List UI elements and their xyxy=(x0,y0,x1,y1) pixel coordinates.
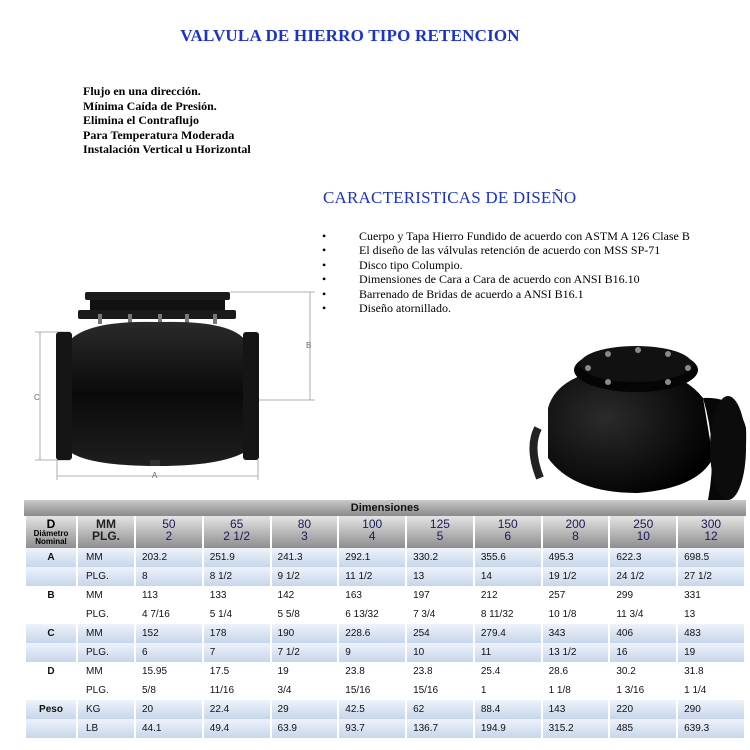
features-list xyxy=(83,84,251,157)
header-cell xyxy=(610,516,676,548)
table-cell: 639.3 xyxy=(678,719,744,738)
row-unit: MM xyxy=(78,624,134,643)
table-cell: 23.8 xyxy=(339,662,405,681)
table-cell: 1 1/4 xyxy=(678,681,744,700)
row-label: B xyxy=(26,586,76,605)
table-cell: 9 1/2 xyxy=(272,567,338,586)
table-row xyxy=(26,548,744,567)
header-cell xyxy=(475,516,541,548)
table-cell: 495.3 xyxy=(543,548,609,567)
design-bullet: • Disco tipo Columpio. xyxy=(322,258,690,272)
row-label: D xyxy=(26,662,76,681)
size-mm: 100 xyxy=(362,517,383,531)
row-label: A xyxy=(26,548,76,567)
table-cell: 355.6 xyxy=(475,548,541,567)
row-unit: PLG. xyxy=(78,643,134,662)
size-plg: 2 1/2 xyxy=(223,529,250,543)
row-label xyxy=(26,567,76,586)
size-plg: 4 xyxy=(368,529,376,543)
table-cell: 1 3/16 xyxy=(610,681,676,700)
row-unit: PLG. xyxy=(78,567,134,586)
feature-item: Para Temperatura Moderada xyxy=(83,127,235,142)
dimensions-title: Dimensiones xyxy=(24,500,746,516)
table-cell: 5 5/8 xyxy=(272,605,338,624)
table-row xyxy=(26,624,744,643)
size-mm: 65 xyxy=(229,517,244,531)
table-cell: 93.7 xyxy=(339,719,405,738)
row-unit: MM xyxy=(78,586,134,605)
table-cell: 483 xyxy=(678,624,744,643)
table-cell: 8 1/2 xyxy=(204,567,270,586)
row-label xyxy=(26,605,76,624)
table-cell: 1 xyxy=(475,681,541,700)
table-cell: 1 1/8 xyxy=(543,681,609,700)
feature-item: Elimina el Contraflujo xyxy=(83,113,199,127)
table-row xyxy=(26,567,744,586)
header-cell xyxy=(272,516,338,548)
header-cell xyxy=(339,516,405,548)
table-cell: 30.2 xyxy=(610,662,676,681)
table-cell: 31.8 xyxy=(678,662,744,681)
table-cell: 28.6 xyxy=(543,662,609,681)
table-cell: 330.2 xyxy=(407,548,473,567)
table-cell: 228.6 xyxy=(339,624,405,643)
table-row xyxy=(26,700,744,719)
table-cell: 24 1/2 xyxy=(610,567,676,586)
table-cell: 13 xyxy=(407,567,473,586)
table-body xyxy=(26,548,744,738)
table-cell: 27 1/2 xyxy=(678,567,744,586)
table-cell: 254 xyxy=(407,624,473,643)
table-cell: 7 3/4 xyxy=(407,605,473,624)
size-plg: 2 xyxy=(165,529,173,543)
row-unit: MM xyxy=(78,548,134,567)
table-cell: 11 xyxy=(475,643,541,662)
table-cell: 29 xyxy=(272,700,338,719)
table-cell: 163 xyxy=(339,586,405,605)
design-bullet: • Diseño atornillado. xyxy=(322,301,690,315)
size-mm: 80 xyxy=(297,517,312,531)
row-label xyxy=(26,719,76,738)
table-cell: 49.4 xyxy=(204,719,270,738)
size-mm: 125 xyxy=(429,517,450,531)
table-cell: 113 xyxy=(136,586,202,605)
feature-item: Instalación Vertical u Horizontal xyxy=(83,142,251,156)
size-mm: 250 xyxy=(633,517,654,531)
table-cell: 143 xyxy=(543,700,609,719)
feature-item: Flujo en una dirección. xyxy=(83,84,201,98)
table-cell: 241.3 xyxy=(272,548,338,567)
table-cell: 19 1/2 xyxy=(543,567,609,586)
table-cell: 220 xyxy=(610,700,676,719)
design-bullet: • Dimensiones de Cara a Cara de acuerdo con ANSI B16.10 xyxy=(322,272,690,286)
table-row xyxy=(26,662,744,681)
feature-item: Mínima Caída de Presión. xyxy=(83,98,217,113)
table-cell: 13 1/2 xyxy=(543,643,609,662)
header-cell xyxy=(407,516,473,548)
table-cell: 212 xyxy=(475,586,541,605)
size-plg: 5 xyxy=(436,529,444,543)
table-cell: 63.9 xyxy=(272,719,338,738)
page-title: VALVULA DE HIERRO TIPO RETENCION xyxy=(180,26,520,45)
table-cell: 22.4 xyxy=(204,700,270,719)
table-cell: 299 xyxy=(610,586,676,605)
header-cell xyxy=(543,516,609,548)
design-bullets xyxy=(322,229,690,315)
table-cell: 7 xyxy=(204,643,270,662)
size-mm: 150 xyxy=(497,517,518,531)
design-bullet: • El diseño de las válvulas retención de acuerdo con MSS SP-71 xyxy=(322,243,690,257)
table-cell: 10 1/8 xyxy=(543,605,609,624)
header-cell xyxy=(78,516,134,548)
table-cell: 13 xyxy=(678,605,744,624)
table-header-row xyxy=(26,516,744,548)
table-cell: 15.95 xyxy=(136,662,202,681)
table-cell: 11/16 xyxy=(204,681,270,700)
table-cell: 485 xyxy=(610,719,676,738)
size-mm: 50 xyxy=(162,517,176,531)
row-label xyxy=(26,643,76,662)
table-cell: 11 3/4 xyxy=(610,605,676,624)
table-cell: 14 xyxy=(475,567,541,586)
size-mm: 200 xyxy=(565,517,586,531)
table-cell: 257 xyxy=(543,586,609,605)
size-plg: 10 xyxy=(636,529,650,543)
header-unit-plg: PLG. xyxy=(91,529,120,543)
dimension-label-b: B xyxy=(306,341,312,350)
row-unit: KG xyxy=(78,700,134,719)
valve-drawing xyxy=(30,280,330,490)
table-cell: 6 xyxy=(136,643,202,662)
table-cell: 15/16 xyxy=(339,681,405,700)
table-cell: 7 1/2 xyxy=(272,643,338,662)
table-cell: 62 xyxy=(407,700,473,719)
row-label: C xyxy=(26,624,76,643)
table-cell: 17.5 xyxy=(204,662,270,681)
table-row xyxy=(26,586,744,605)
table-cell: 44.1 xyxy=(136,719,202,738)
dimension-label-c: C xyxy=(34,393,40,402)
table-cell: 315.2 xyxy=(543,719,609,738)
table-cell: 15/16 xyxy=(407,681,473,700)
table-cell: 8 xyxy=(136,567,202,586)
table-cell: 19 xyxy=(678,643,744,662)
table-cell: 6 13/32 xyxy=(339,605,405,624)
table-cell: 136.7 xyxy=(407,719,473,738)
row-label xyxy=(26,681,76,700)
table-cell: 292.1 xyxy=(339,548,405,567)
table-cell: 19 xyxy=(272,662,338,681)
table-cell: 178 xyxy=(204,624,270,643)
table-cell: 190 xyxy=(272,624,338,643)
design-title: CARACTERISTICAS DE DISEÑO xyxy=(323,188,577,207)
header-cell xyxy=(204,516,270,548)
table-cell: 279.4 xyxy=(475,624,541,643)
header-d-sub: Diámetro Nominal xyxy=(33,529,69,546)
table-cell: 11 1/2 xyxy=(339,567,405,586)
table-cell: 142 xyxy=(272,586,338,605)
header-d: D xyxy=(46,517,56,531)
design-bullet: • Barrenado de Bridas de acuerdo a ANSI B16.1 xyxy=(322,287,690,301)
table-cell: 251.9 xyxy=(204,548,270,567)
table-cell: 194.9 xyxy=(475,719,541,738)
table-cell: 42.5 xyxy=(339,700,405,719)
table-cell: 88.4 xyxy=(475,700,541,719)
table-cell: 622.3 xyxy=(610,548,676,567)
table-row xyxy=(26,719,744,738)
table-cell: 152 xyxy=(136,624,202,643)
header-cell xyxy=(136,516,202,548)
header-cell xyxy=(26,516,76,548)
table-cell: 20 xyxy=(136,700,202,719)
row-unit: LB xyxy=(78,719,134,738)
dimensions-table xyxy=(24,500,746,738)
table-cell: 203.2 xyxy=(136,548,202,567)
row-unit: MM xyxy=(78,662,134,681)
valve-photo xyxy=(528,338,748,500)
row-unit: PLG. xyxy=(78,605,134,624)
table-cell: 5 1/4 xyxy=(204,605,270,624)
table-cell: 133 xyxy=(204,586,270,605)
table-cell: 406 xyxy=(610,624,676,643)
row-unit: PLG. xyxy=(78,681,134,700)
table-row xyxy=(26,681,744,700)
table-cell: 10 xyxy=(407,643,473,662)
header-unit-mm: MM xyxy=(96,517,116,531)
size-plg: 8 xyxy=(572,529,579,543)
table-cell: 698.5 xyxy=(678,548,744,567)
table-cell: 290 xyxy=(678,700,744,719)
row-label: Peso xyxy=(26,700,76,719)
table-cell: 331 xyxy=(678,586,744,605)
header-cell xyxy=(678,516,744,548)
table-cell: 9 xyxy=(339,643,405,662)
design-bullet: • Cuerpo y Tapa Hierro Fundido de acuerdo con ASTM A 126 Clase B xyxy=(322,229,690,243)
table-cell: 343 xyxy=(543,624,609,643)
table-cell: 23.8 xyxy=(407,662,473,681)
table-cell: 3/4 xyxy=(272,681,338,700)
table-cell: 16 xyxy=(610,643,676,662)
table-row xyxy=(26,643,744,662)
size-plg: 6 xyxy=(504,529,512,543)
dimension-label-a: A xyxy=(152,471,158,480)
table-cell: 197 xyxy=(407,586,473,605)
table-row xyxy=(26,605,744,624)
table-cell: 8 11/32 xyxy=(475,605,541,624)
table-cell: 5/8 xyxy=(136,681,202,700)
size-plg: 3 xyxy=(301,529,308,543)
size-mm: 300 xyxy=(701,517,722,531)
table-cell: 25.4 xyxy=(475,662,541,681)
size-plg: 12 xyxy=(704,529,718,543)
table-cell: 4 7/16 xyxy=(136,605,202,624)
